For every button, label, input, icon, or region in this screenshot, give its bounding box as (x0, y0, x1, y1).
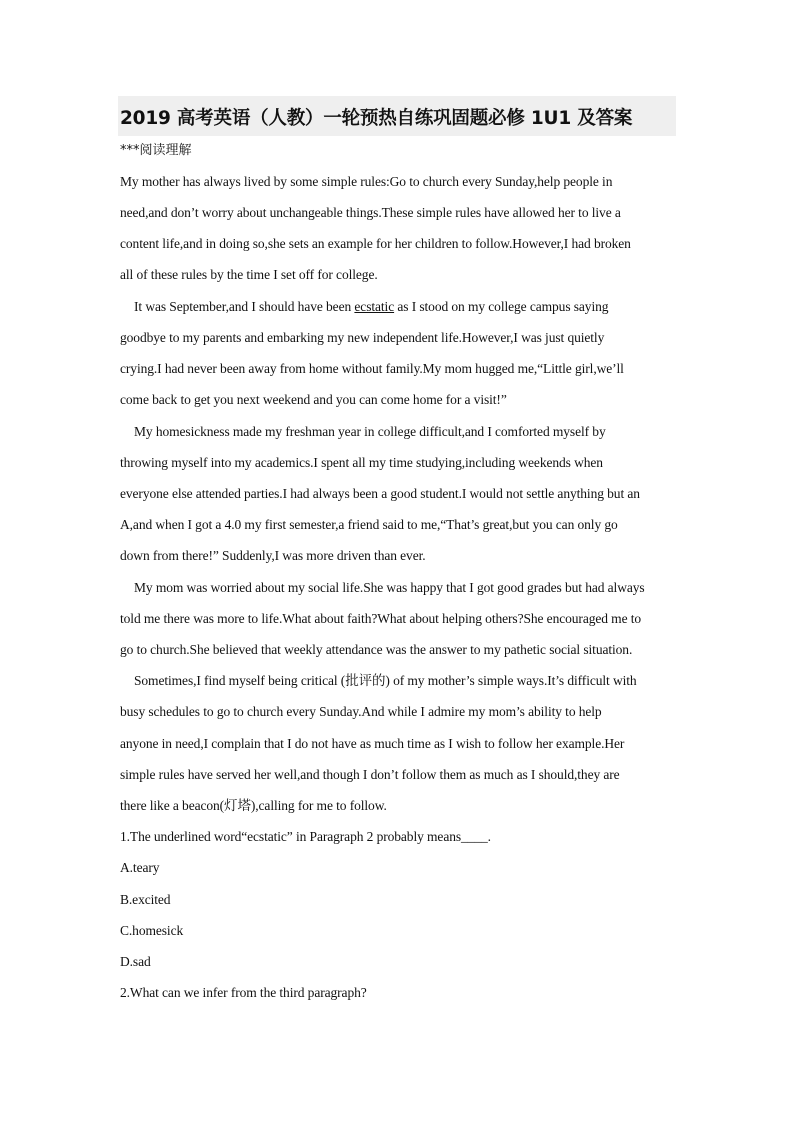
underlined-word: ecstatic (354, 299, 395, 314)
question-2: 2.What can we infer from the third paragraph? (120, 985, 367, 1000)
paragraph-line: busy schedules to go to church every Sunday.And while I admire my mom’s ability to help (120, 704, 602, 719)
text-segment: It was September,and I should have been (134, 299, 355, 314)
paragraph-line: come back to get you next weekend and you can come home for a visit!” (120, 392, 507, 407)
paragraph-line: A,and when I got a 4.0 my first semester,a friend said to me,“That’s great,but you can only go (120, 517, 618, 532)
paragraph-line: need,and don’t worry about unchangeable things.These simple rules have allowed her to live a (120, 205, 621, 220)
paragraph-line: anyone in need,I complain that I do not have as much time as I wish to follow her example.Her (120, 736, 625, 751)
paragraph-line: there like a beacon(灯塔),calling for me to follow. (120, 798, 387, 813)
paragraph-line: all of these rules by the time I set off for college. (120, 267, 378, 282)
paragraph-line: throwing myself into my academics.I spent all my time studying,including weekends when (120, 455, 603, 470)
option-c: C.homesick (120, 923, 184, 938)
paragraph-line: simple rules have served her well,and though I don’t follow them as much as I should,they are (120, 767, 620, 782)
option-b: B.excited (120, 892, 171, 907)
option-a: A.teary (120, 860, 160, 875)
question-1: 1.The underlined word“ecstatic” in Paragraph 2 probably means____. (120, 829, 491, 844)
paragraph-line: content life,and in doing so,she sets an example for her children to follow.However,I had broken (120, 236, 631, 251)
option-d: D.sad (120, 954, 151, 969)
paragraph-line: goodbye to my parents and embarking my new independent life.However,I was just quietly (120, 330, 605, 345)
paragraph-line: down from there!” Suddenly,I was more driven than ever. (120, 548, 426, 563)
paragraph-line (134, 298, 694, 316)
paragraph-line: My mother has always lived by some simple rules:Go to church every Sunday,help people in (120, 174, 613, 189)
paragraph-line: told me there was more to life.What about faith?What about helping others?She encouraged me to (120, 611, 642, 626)
section-label: ***阅读理解 (120, 143, 192, 158)
paragraph-line: go to church.She believed that weekly attendance was the answer to my pathetic social situation. (120, 642, 633, 657)
text-segment: as I stood on my college campus saying (394, 299, 609, 314)
paragraph-line: My mom was worried about my social life.She was happy that I got good grades but had always (134, 580, 645, 595)
paragraph-line: crying.I had never been away from home without family.My mom hugged me,“Little girl,we’ll (120, 361, 624, 376)
paragraph-line: My homesickness made my freshman year in college difficult,and I comforted myself by (134, 424, 606, 439)
document-title: 2019 高考英语（人教）一轮预热自练巩固题必修 1U1 及答案 (120, 108, 633, 129)
paragraph-line: Sometimes,I find myself being critical (批评的) of my mother’s simple ways.It’s difficult with (134, 673, 637, 688)
paragraph-line: everyone else attended parties.I had always been a good student.I would not settle anything but an (120, 486, 640, 501)
